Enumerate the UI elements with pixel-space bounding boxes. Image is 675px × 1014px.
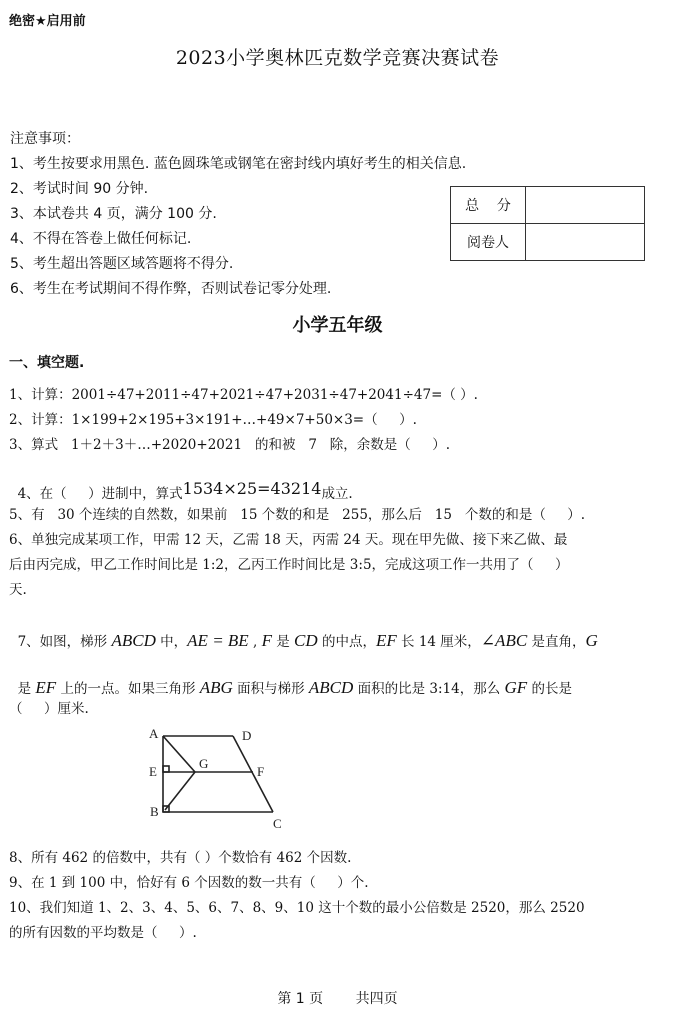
label-A: A — [149, 726, 159, 741]
grade-title: 小学五年级 — [292, 315, 383, 336]
q4-suffix: 成立. — [321, 486, 353, 502]
score-row-total — [451, 187, 645, 224]
question-2: 2、计算：1×199+2×195+3×191+…+49×7+50×3=（ ）. — [9, 412, 417, 428]
page-number: 第 1 页 — [277, 991, 324, 1007]
q7-text: 的长是 — [527, 681, 572, 697]
question-6-line1: 6、单独完成某项工作，甲需 12 天，乙需 18 天，丙需 24 天。现在甲先做、接下来乙做、最 — [9, 532, 568, 548]
confidential-label: 绝密★启用前 — [9, 14, 86, 29]
page-footer — [0, 988, 675, 1008]
total-score-field[interactable] — [526, 187, 645, 224]
q7-math: ABCD — [111, 631, 156, 650]
note-item: 2、考试时间 90 分钟. — [10, 181, 149, 197]
question-7-line2 — [9, 661, 572, 698]
question-5: 5、有 30 个连续的自然数，如果前 15 个数的和是 255，那么后 15 个数的和是（ ）. — [9, 507, 586, 523]
q7-text: 上的一点。如果三角形 — [56, 681, 200, 697]
q7-math: ABG — [199, 678, 233, 697]
q7-text: 长 14 厘米， — [396, 634, 481, 650]
notes-heading: 注意事项： — [10, 131, 80, 147]
q7-math: EF — [35, 678, 57, 697]
question-7-line1 — [9, 614, 598, 651]
q7-text: 面积与梯形 — [232, 681, 309, 697]
page-total: 共四页 — [355, 991, 398, 1007]
question-6-line3: 天. — [9, 582, 27, 598]
note-item: 6、考生在考试期间不得作弊，否则试卷记零分处理. — [10, 281, 332, 297]
question-10-line1: 10、我们知道 1、2、3、4、5、6、7、8、9、10 这十个数的最小公倍数是 2520，那么 2520 — [9, 900, 585, 916]
score-table — [450, 186, 645, 261]
q7-math: G — [585, 631, 598, 650]
q7-math: AE = BE — [187, 631, 249, 650]
grader-label: 阅卷人 — [451, 224, 526, 261]
label-G: G — [199, 756, 209, 771]
exam-title: 2023小学奥林匹克数学竞赛决赛试卷 — [175, 47, 500, 69]
q7-text: , — [248, 634, 262, 650]
question-6-line2: 后由丙完成，甲乙工作时间比是 1:2，乙丙工作时间比是 3:5，完成这项工作一共用了（ ） — [9, 557, 569, 573]
q7-text: 中， — [155, 634, 188, 650]
q7-math: EF — [375, 631, 397, 650]
q7-math: F — [261, 631, 272, 650]
label-D: D — [242, 728, 252, 743]
question-8: 8、所有 462 的倍数中，共有（ ）个数恰有 462 个因数. — [9, 850, 352, 866]
trapezoid-figure — [135, 724, 295, 836]
q7-text: 的中点， — [317, 634, 376, 650]
q7-text: 是 — [271, 634, 295, 650]
trapezoid-diagram — [135, 724, 295, 836]
q7-text: 是直角， — [527, 634, 586, 650]
label-C: C — [273, 816, 282, 831]
q4-prefix: 4、在（ ）进制中，算式 — [17, 486, 183, 502]
label-B: B — [150, 804, 159, 819]
section-title: 一、填空题. — [9, 355, 85, 371]
question-9: 9、在 1 到 100 中，恰好有 6 个因数的数一共有（ ）个. — [9, 875, 369, 891]
score-row-grader — [451, 224, 645, 261]
q7-math: CD — [294, 631, 318, 650]
note-item: 3、本试卷共 4 页，满分 100 分. — [10, 206, 217, 222]
q7-text: 面积的比是 3:14，那么 — [353, 681, 505, 697]
q7-math: GF — [504, 678, 528, 697]
total-score-label: 总 分 — [451, 187, 526, 224]
question-7-line3: （ ）厘米. — [9, 701, 89, 717]
q7-text: 7、如图，梯形 — [17, 634, 112, 650]
q7-text: 是 — [17, 681, 36, 697]
label-E: E — [149, 764, 157, 779]
question-3: 3、算式 1＋2＋3＋…+2020+2021 的和被 7 除，余数是（ ）. — [9, 437, 451, 453]
question-1: 1、计算：2001÷47+2011÷47+2021÷47+2031÷47+2041÷47=（ ）. — [9, 387, 478, 403]
label-F: F — [257, 764, 265, 779]
note-item: 5、考生超出答题区域答题将不得分. — [10, 256, 234, 272]
note-item: 4、不得在答卷上做任何标记. — [10, 231, 192, 247]
grader-field[interactable] — [526, 224, 645, 261]
q7-math: ABCD — [308, 678, 354, 697]
question-4 — [9, 466, 353, 502]
q4-formula: 1534×25=43214 — [182, 479, 322, 498]
q7-math: ∠ABC — [480, 631, 528, 650]
question-10-line2: 的所有因数的平均数是（ ）. — [9, 925, 197, 941]
note-item: 1、考生按要求用黑色. 蓝色圆珠笔或钢笔在密封线内填好考生的相关信息. — [10, 156, 467, 172]
